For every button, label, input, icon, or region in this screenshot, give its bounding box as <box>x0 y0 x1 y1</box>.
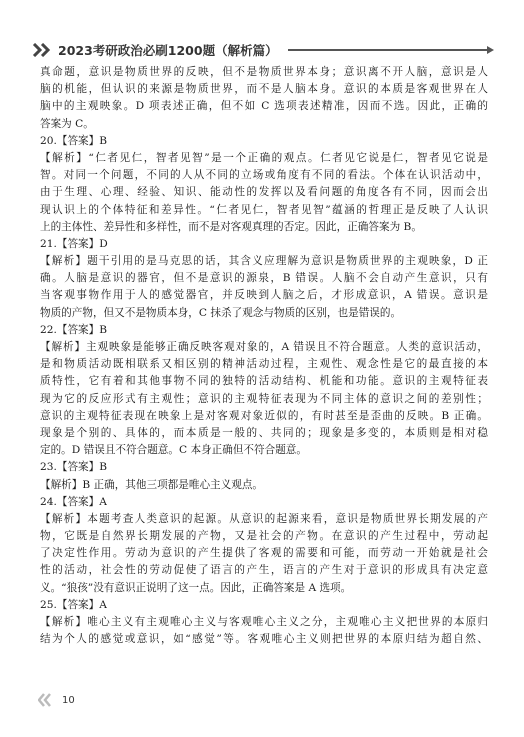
page-footer <box>38 693 75 707</box>
text-line: 24.【答案】A <box>40 495 107 508</box>
text-line: 【解析】本题考查人类意识的起源。从意识的起源来看，意识是物质世界长期发展的产 <box>40 512 488 525</box>
text-line: 现为它的反应形式有主观性；意识的主观特征表现为不同主体的意识之间的差别性； <box>40 392 488 405</box>
page-body <box>40 64 488 648</box>
text-line: 现认识上的个体特征和差异性。“仁者见仁，智者见智”蕴涵的哲理正是反映了人认识 <box>40 203 488 216</box>
text-line: 答案为 C。 <box>40 117 94 130</box>
text-line: 智。对同一个问题，不同的人从不同的立场或角度有不同的看法。个体在认识活动中， <box>40 169 488 182</box>
text-line: 【解析】唯心主义有主观唯心主义与客观唯心主义之分，主观唯心主义把世界的本原归 <box>40 616 488 628</box>
text-line: 确。人脑是意识的器官，但不是意识的源泉，B 错误。人脑不会自动产生意识，只有 <box>40 272 488 285</box>
running-header <box>32 40 492 60</box>
text-line: 当客观事物作用于人的感觉器官，并反映到人脑之后，才形成意识，A 错误。意识是 <box>40 289 488 302</box>
text-line: 上的主体性、差异性和多样性，而不是对客观真理的否定。因此，正确答案为 B。 <box>40 220 422 233</box>
text-line: 义。“狼孩”没有意识正说明了这一点。因此，正确答案是 A 选项。 <box>40 581 352 594</box>
text-line: 结为个人的感觉或意识，如“感觉”等。客观唯心主义则把世界的本原归结为超自然、 <box>40 633 488 646</box>
double-chevron-icon <box>38 693 52 707</box>
text-line: 了决定性作用。劳动为意识的产生提供了客观的需要和可能，而劳动一开始就是社会 <box>40 547 488 560</box>
page-number: 10 <box>62 694 75 706</box>
book-title: 2023考研政治必刷1200题（解析篇） <box>58 43 278 58</box>
double-chevron-icon <box>32 43 52 57</box>
text-line: 【解析】B 正确，其他三项都是唯心主义观点。 <box>40 478 264 491</box>
text-line: 定的。D 错误且不符合题意。C 本身正确但不符合题意。 <box>40 444 307 457</box>
text-line: 23.【答案】B <box>40 461 108 474</box>
text-line: 物，它既是自然界长期发展的产物，又是社会的产物。在意识的产生过程中，劳动起 <box>40 530 488 543</box>
text-line: 25.【答案】A <box>40 598 107 611</box>
text-line: 真命题，意识是物质世界的反映，但不是物质世界本身；意识离不开人脑，意识是人 <box>40 66 488 78</box>
text-line: 22.【答案】B <box>40 323 108 336</box>
text-line: 意识的主观特征表现在映象上是对客观对象近似的，有时甚至是歪曲的反映。B 正确。 <box>40 409 488 422</box>
text-line: 物质的产物，但又不是物质本身，C 抹杀了观念与物质的区别，也是错误的。 <box>40 306 402 319</box>
text-line: 【解析】主观映象是能够正确反映客观对象的，A 错误且不符合题意。人类的意识活动， <box>40 341 488 353</box>
text-line: 【解析】“仁者见仁，智者见智”是一个正确的观点。仁者见它说是仁，智者见它说是 <box>40 151 488 164</box>
text-line: 21.【答案】D <box>40 237 108 250</box>
text-line: 20.【答案】B <box>40 134 108 147</box>
text-line: 质特性，它有着和其他事物不同的独特的活动结构、机能和功能。意识的主观特征表 <box>40 375 488 388</box>
text-line: 【解析】题干引用的是马克思的话，其含义应理解为意识是物质世界的主观映象，D 正 <box>40 255 488 268</box>
text-line: 性的活动，社会性的劳动促使了语言的产生，语言的产生对于意识的形成具有决定意 <box>40 564 488 577</box>
text-line: 是和物质活动既相联系又相区别的精神活动过程，主观性、观念性是它的最直接的本 <box>40 358 488 371</box>
text-line: 由于生理、心理、经验、知识、能动性的发挥以及看问题的角度各有不同，因而会出 <box>40 186 488 199</box>
text-line: 脑中的主观映象。D 项表述正确，但不如 C 选项表述精准，因而不选。因此，正确的 <box>40 100 488 113</box>
text-line: 现象是个别的、具体的，而本质是一般的、共同的；现象是多变的，本质则是相对稳 <box>40 426 488 439</box>
text-line: 脑的机能，但认识的来源是物质世界，而不是人脑本身。意识的本质是客观世界在人 <box>40 83 488 96</box>
header-rule <box>288 49 492 51</box>
